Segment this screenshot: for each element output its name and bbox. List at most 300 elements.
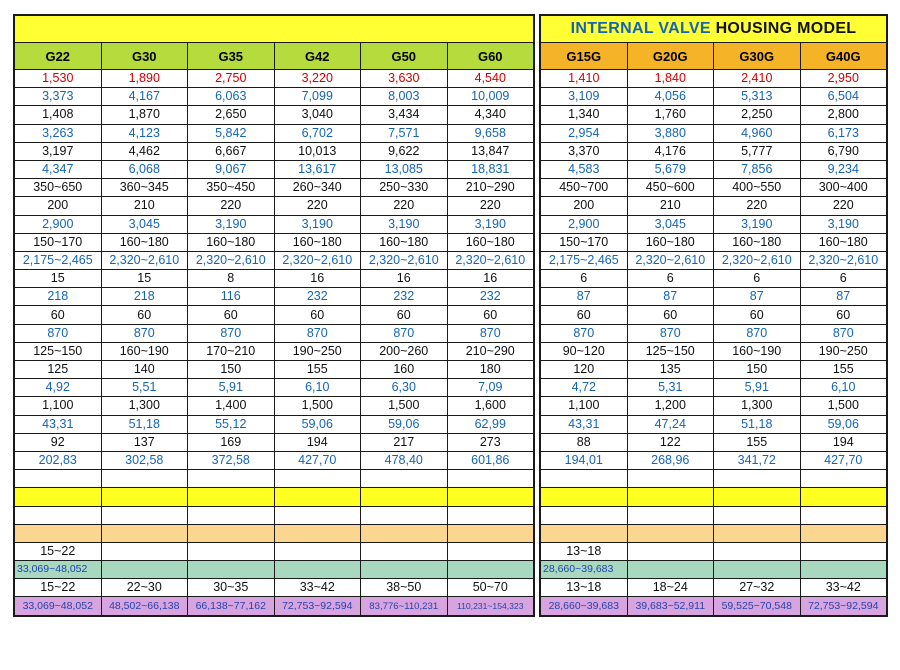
table-cell: 870 [627,324,714,342]
size-cell: 15~22 [15,579,102,597]
empty-cell [714,506,801,524]
empty-cell [541,470,628,488]
table-cell: 7,571 [361,124,448,142]
table-cell: 18,831 [447,160,534,178]
table-cell: 4,167 [101,88,188,106]
table-row [541,433,887,451]
table-cell: 3,045 [627,215,714,233]
table-cell: 9,622 [361,142,448,160]
table-row [541,179,887,197]
table-row [15,324,534,342]
peach-band-row [541,524,887,542]
empty-cell [541,506,628,524]
table-cell: 210 [627,197,714,215]
table-cell: 2,750 [188,70,275,88]
table-cell: 1,100 [541,397,628,415]
table-cell: 13,617 [274,160,361,178]
empty-cell [714,524,801,542]
table-cell: 60 [274,306,361,324]
table-row [541,70,887,88]
table-cell: 2,954 [541,124,628,142]
table-cell: 5,842 [188,124,275,142]
table-cell: 87 [800,288,887,306]
empty-cell [188,488,275,506]
table-cell: 3,880 [627,124,714,142]
table-cell: 9,067 [188,160,275,178]
size-cell: 33~42 [800,579,887,597]
table-row [541,124,887,142]
table-cell: 8 [188,270,275,288]
table-cell: 450~600 [627,179,714,197]
table-cell: 3,040 [274,106,361,124]
table-cell: 92 [15,433,102,451]
empty-cell [361,488,448,506]
empty-cell [714,470,801,488]
table-cell: 16 [274,270,361,288]
table-cell: 180 [447,361,534,379]
table-row [15,70,534,88]
table-cell: 13,847 [447,142,534,160]
range-cell: 33,069~48,052 [15,597,102,615]
empty-cell [800,561,887,579]
table-row [541,270,887,288]
empty-cell [800,488,887,506]
table-row [541,160,887,178]
table-cell: 116 [188,288,275,306]
table-cell: 2,320~2,610 [188,251,275,269]
mint-range-row [541,561,887,579]
table-cell: 350~450 [188,179,275,197]
range-cell: 28,660~39,683 [541,561,628,579]
range-cell: 13~18 [541,542,628,560]
table-cell: 3,434 [361,106,448,124]
table-cell: 6 [627,270,714,288]
table-cell: 202,83 [15,451,102,469]
table-cell: 2,650 [188,106,275,124]
range-cell: 48,502~66,138 [101,597,188,615]
table-cell: 62,99 [447,415,534,433]
table-cell: 60 [800,306,887,324]
table-cell: 5,679 [627,160,714,178]
table-cell: 1,840 [627,70,714,88]
range-cell: 66,138~77,162 [188,597,275,615]
table-cell: 125 [15,361,102,379]
empty-cell [627,542,714,560]
table-cell: 3,373 [15,88,102,106]
table-cell: 4,340 [447,106,534,124]
table-cell: 16 [361,270,448,288]
table-cell: 4,056 [627,88,714,106]
table-cell: 55,12 [188,415,275,433]
table-cell: 302,58 [101,451,188,469]
empty-cell [361,470,448,488]
table-cell: 1,300 [714,397,801,415]
table-cell: 220 [447,197,534,215]
table-cell: 87 [627,288,714,306]
empty-cell [15,524,102,542]
empty-cell [714,561,801,579]
table-cell: 51,18 [714,415,801,433]
range-cell: 72,753~92,594 [274,597,361,615]
table-cell: 160~180 [800,233,887,251]
empty-cell [627,488,714,506]
size-cell: 13~18 [541,579,628,597]
empty-cell [447,561,534,579]
yellow-band-row [15,488,534,506]
table-row [15,451,534,469]
empty-cell [627,524,714,542]
table-cell: 10,013 [274,142,361,160]
table-cell: 51,18 [101,415,188,433]
table-row [15,379,534,397]
table-cell: 155 [800,361,887,379]
table-cell: 3,109 [541,88,628,106]
table-cell: 43,31 [541,415,628,433]
empty-cell [15,488,102,506]
table-cell: 155 [714,433,801,451]
empty-cell [274,561,361,579]
range-cell: 15~22 [15,542,102,560]
table-row [541,361,887,379]
table-cell: 60 [361,306,448,324]
left-spec-table [13,14,535,617]
empty-cell [188,470,275,488]
range-cell: 83,776~110,231 [361,597,448,615]
lavender-range-row [15,597,534,615]
table-cell: 60 [101,306,188,324]
table-cell: 1,300 [101,397,188,415]
table-cell: 160~180 [714,233,801,251]
yellow-band-row [541,488,887,506]
table-row [541,306,887,324]
table-cell: 2,320~2,610 [714,251,801,269]
table-cell: 2,800 [800,106,887,124]
table-row [15,397,534,415]
empty-cell [714,488,801,506]
table-cell: 870 [800,324,887,342]
table-cell: 10,009 [447,88,534,106]
table-cell: 2,950 [800,70,887,88]
table-row [541,451,887,469]
size-cell: 18~24 [627,579,714,597]
table-cell: 7,09 [447,379,534,397]
empty-cell [15,506,102,524]
peach-band-row [15,524,534,542]
table-cell: 13,085 [361,160,448,178]
table-cell: 4,92 [15,379,102,397]
table-cell: 60 [15,306,102,324]
table-cell: 169 [188,433,275,451]
table-cell: 6,30 [361,379,448,397]
table-cell: 2,320~2,610 [101,251,188,269]
table-cell: 5,31 [627,379,714,397]
size-cell: 22~30 [101,579,188,597]
table-cell: 150~170 [541,233,628,251]
table-cell: 6,667 [188,142,275,160]
table-cell: 2,175~2,465 [15,251,102,269]
table-cell: 137 [101,433,188,451]
table-cell: 870 [188,324,275,342]
table-cell: 60 [541,306,628,324]
table-cell: 194 [800,433,887,451]
table-cell: 160~180 [361,233,448,251]
empty-cell [447,470,534,488]
table-row [15,342,534,360]
empty-cell [447,488,534,506]
empty-cell [101,542,188,560]
table-cell: 7,856 [714,160,801,178]
table-cell: 3,190 [188,215,275,233]
table-cell: 350~650 [15,179,102,197]
lavender-range-row [541,597,887,615]
table-row [15,179,534,197]
table-cell: 1,400 [188,397,275,415]
table-cell: 6,068 [101,160,188,178]
size-row [15,579,534,597]
empty-cell [101,488,188,506]
table-cell: 5,777 [714,142,801,160]
table-cell: 122 [627,433,714,451]
empty-cell [101,524,188,542]
range-row [15,542,534,560]
table-cell: 43,31 [15,415,102,433]
table-row [15,142,534,160]
table-cell: 5,91 [188,379,275,397]
table-cell: 870 [714,324,801,342]
table-cell: 135 [627,361,714,379]
table-cell: 210~290 [447,179,534,197]
table-cell: 3,220 [274,70,361,88]
table-cell: 3,263 [15,124,102,142]
table-cell: 1,500 [361,397,448,415]
empty-cell [361,561,448,579]
table-cell: 150~170 [15,233,102,251]
table-cell: 2,320~2,610 [274,251,361,269]
table-cell: 1,530 [15,70,102,88]
table-cell: 3,190 [447,215,534,233]
table-cell: 60 [447,306,534,324]
table-cell: 160~180 [101,233,188,251]
table-cell: 140 [101,361,188,379]
table-cell: 1,870 [101,106,188,124]
table-row [541,251,887,269]
table-cell: 427,70 [274,451,361,469]
size-cell: 33~42 [274,579,361,597]
table-row [15,233,534,251]
table-cell: 5,51 [101,379,188,397]
empty-cell [447,506,534,524]
table-cell: 6,173 [800,124,887,142]
table-cell: 60 [188,306,275,324]
empty-cell [714,542,801,560]
table-cell: 125~150 [627,342,714,360]
table-cell: 200~260 [361,342,448,360]
table-cell: 6 [800,270,887,288]
table-cell: 59,06 [361,415,448,433]
table-cell: 160~180 [274,233,361,251]
table-row [541,415,887,433]
table-cell: 1,600 [447,397,534,415]
table-cell: 6,10 [274,379,361,397]
table-row [15,361,534,379]
empty-cell [361,506,448,524]
table-cell: 210 [101,197,188,215]
table-cell: 6,504 [800,88,887,106]
table-row [15,415,534,433]
table-cell: 360~345 [101,179,188,197]
table-cell: 194,01 [541,451,628,469]
table-cell: 160~180 [627,233,714,251]
table-cell: 4,583 [541,160,628,178]
table-cell: 6,10 [800,379,887,397]
range-row [541,542,887,560]
left-title-cell [15,16,534,43]
empty-cell [188,561,275,579]
table-row [541,88,887,106]
table-row [15,215,534,233]
table-row [15,270,534,288]
table-cell: 341,72 [714,451,801,469]
empty-cell [627,561,714,579]
table-cell: 6,063 [188,88,275,106]
range-cell: 59,525~70,548 [714,597,801,615]
table-cell: 4,72 [541,379,628,397]
empty-cell [800,506,887,524]
table-cell: 1,100 [15,397,102,415]
empty-cell [274,488,361,506]
table-cell: 1,408 [15,106,102,124]
empty-cell [447,542,534,560]
title-part2: HOUSING MODEL [715,20,857,37]
range-cell: 72,753~92,594 [800,597,887,615]
table-cell: 300~400 [800,179,887,197]
size-cell: 27~32 [714,579,801,597]
table-cell: 9,658 [447,124,534,142]
table-cell: 4,347 [15,160,102,178]
column-header: G30G [714,43,801,70]
table-cell: 232 [361,288,448,306]
column-header: G15G [541,43,628,70]
table-cell: 120 [541,361,628,379]
range-cell: 39,683~52,911 [627,597,714,615]
empty-cell [361,524,448,542]
table-cell: 190~250 [274,342,361,360]
table-cell: 870 [361,324,448,342]
table-cell: 2,320~2,610 [447,251,534,269]
empty-cell [188,542,275,560]
table-cell: 160 [361,361,448,379]
table-cell: 268,96 [627,451,714,469]
table-cell: 3,045 [101,215,188,233]
empty-cell [627,506,714,524]
table-cell: 400~550 [714,179,801,197]
table-cell: 220 [188,197,275,215]
table-cell: 125~150 [15,342,102,360]
table-cell: 150 [714,361,801,379]
table-row [15,288,534,306]
empty-cell [274,470,361,488]
table-cell: 155 [274,361,361,379]
table-row [541,106,887,124]
table-cell: 1,200 [627,397,714,415]
table-row [541,233,887,251]
table-cell: 1,760 [627,106,714,124]
table-cell: 2,900 [15,215,102,233]
table-cell: 260~340 [274,179,361,197]
table-cell: 3,190 [274,215,361,233]
blank-row [541,470,887,488]
table-cell: 59,06 [800,415,887,433]
empty-cell [800,524,887,542]
table-cell: 200 [15,197,102,215]
table-cell: 427,70 [800,451,887,469]
empty-cell [627,470,714,488]
table-cell: 870 [447,324,534,342]
table-cell: 15 [101,270,188,288]
table-cell: 1,500 [274,397,361,415]
table-cell: 870 [15,324,102,342]
table-cell: 6,790 [800,142,887,160]
table-cell: 200 [541,197,628,215]
column-header: G20G [627,43,714,70]
table-row [541,342,887,360]
table-row [541,288,887,306]
table-row [541,197,887,215]
column-header: G50 [361,43,448,70]
table-cell: 870 [541,324,628,342]
table-row [15,88,534,106]
size-cell: 30~35 [188,579,275,597]
table-cell: 218 [15,288,102,306]
mint-range-row [15,561,534,579]
table-row [541,324,887,342]
table-cell: 160~180 [447,233,534,251]
column-header: G60 [447,43,534,70]
table-cell: 450~700 [541,179,628,197]
blank-row [15,470,534,488]
table-cell: 60 [627,306,714,324]
table-cell: 3,190 [361,215,448,233]
size-cell: 50~70 [447,579,534,597]
empty-cell [101,561,188,579]
empty-cell [101,506,188,524]
table-cell: 1,340 [541,106,628,124]
table-cell: 3,630 [361,70,448,88]
table-row [541,142,887,160]
table-cell: 232 [447,288,534,306]
table-row [541,397,887,415]
range-cell: 28,660~39,683 [541,597,628,615]
table-cell: 220 [274,197,361,215]
empty-cell [541,488,628,506]
table-cell: 220 [361,197,448,215]
table-cell: 4,462 [101,142,188,160]
right-title-cell [541,16,887,43]
range-cell: 110,231~154,323 [447,597,534,615]
table-cell: 150 [188,361,275,379]
table-cell: 47,24 [627,415,714,433]
table-cell: 1,890 [101,70,188,88]
table-cell: 4,176 [627,142,714,160]
table-row [15,251,534,269]
table-cell: 5,313 [714,88,801,106]
table-cell: 870 [274,324,361,342]
table-cell: 160~190 [101,342,188,360]
table-cell: 9,234 [800,160,887,178]
column-header: G30 [101,43,188,70]
table-cell: 2,320~2,610 [800,251,887,269]
table-row [15,124,534,142]
